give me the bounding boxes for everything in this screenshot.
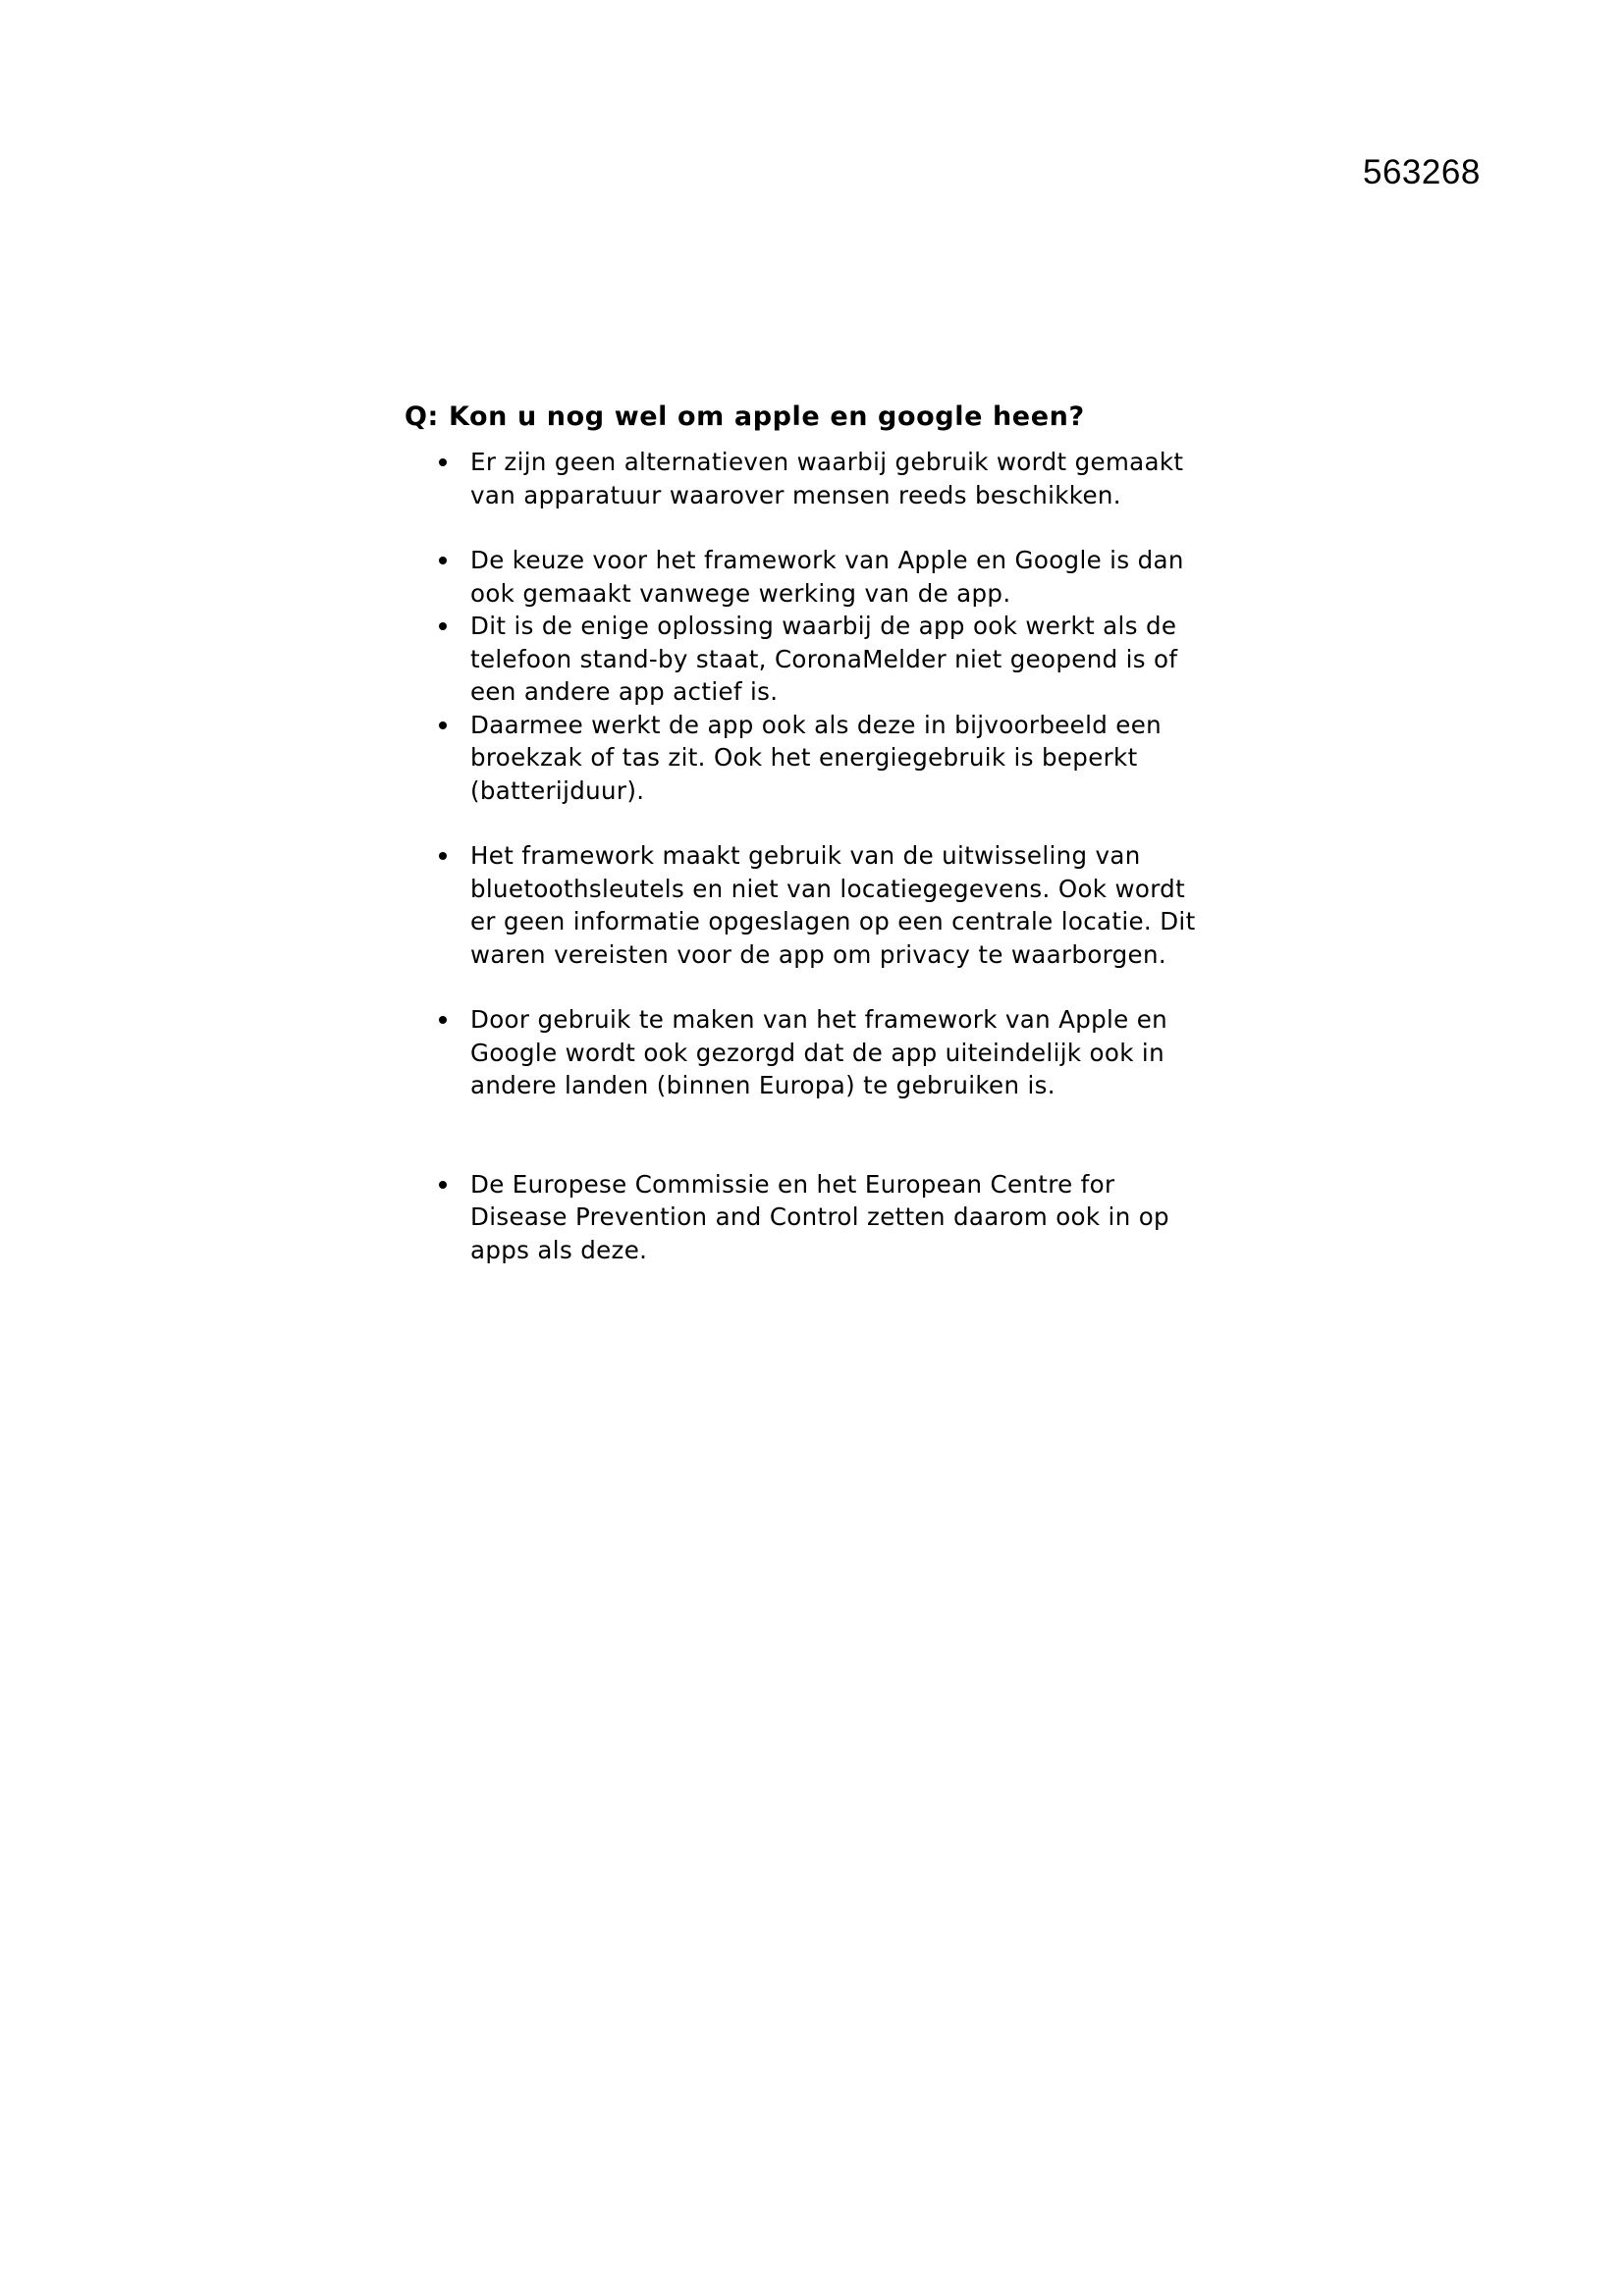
list-item	[405, 610, 1249, 709]
bullet-icon	[439, 557, 447, 564]
list-item-line: van apparatuur waarover mensen reeds beschikken.	[470, 480, 1121, 509]
list-item-line: ook gemaakt vanwege werking van de app.	[470, 578, 1011, 608]
list-item-line: Dit is de enige oplossing waarbij de app ook werkt als de	[470, 612, 1177, 640]
bullet-icon	[439, 458, 447, 466]
list-item	[405, 544, 1249, 610]
list-item-line: apps als deze.	[470, 1235, 648, 1264]
bullet-icon	[439, 1016, 447, 1024]
bullet-icon	[439, 622, 447, 630]
list-item	[405, 709, 1249, 808]
list-item-line: Het framework maakt gebruik van de uitwisseling van	[470, 841, 1141, 870]
list-item-line: (batterijduur).	[470, 775, 645, 805]
answer-list	[405, 446, 1249, 1266]
list-item-line: broekzak of tas zit. Ook het energiegebruik is beperkt	[470, 743, 1138, 772]
question-heading: Q: Kon u nog wel om apple en google heen?	[405, 401, 1085, 432]
bullet-icon	[439, 852, 447, 860]
list-item-line: er geen informatie opgeslagen op een centrale locatie. Dit	[470, 907, 1196, 935]
list-item	[405, 1003, 1249, 1102]
list-item-line: andere landen (binnen Europa) te gebruiken is.	[470, 1071, 1056, 1099]
list-item-line: bluetoothsleutels en niet van locatiegegevens. Ook wordt	[470, 874, 1186, 903]
document-number: 563268	[1363, 153, 1481, 191]
list-item-line: een andere app actief is.	[470, 677, 779, 706]
list-item	[405, 1168, 1249, 1267]
page-content	[405, 400, 1249, 1266]
list-item-line: De keuze voor het framework van Apple en Google is dan	[470, 546, 1184, 574]
list-item	[405, 446, 1249, 511]
list-item-line: waren vereisten voor de app om privacy te waarborgen.	[470, 939, 1166, 969]
bullet-icon	[439, 721, 447, 729]
list-item-line: Er zijn geen alternatieven waarbij gebruik wordt gemaakt	[470, 448, 1184, 476]
list-item-line: telefoon stand-by staat, CoronaMelder niet geopend is of	[470, 644, 1178, 673]
list-item	[405, 839, 1249, 971]
bullet-icon	[439, 1181, 447, 1189]
list-item-line: Door gebruik te maken van het framework van Apple en	[470, 1005, 1168, 1034]
list-item-line: Google wordt ook gezorgd dat de app uiteindelijk ook in	[470, 1038, 1164, 1067]
list-item-line: Daarmee werkt de app ook als deze in bijvoorbeeld een	[470, 710, 1162, 739]
list-item-line: De Europese Commissie en het European Centre for	[470, 1169, 1115, 1199]
list-item-line: Disease Prevention and Control zetten daarom ook in op	[470, 1202, 1169, 1231]
